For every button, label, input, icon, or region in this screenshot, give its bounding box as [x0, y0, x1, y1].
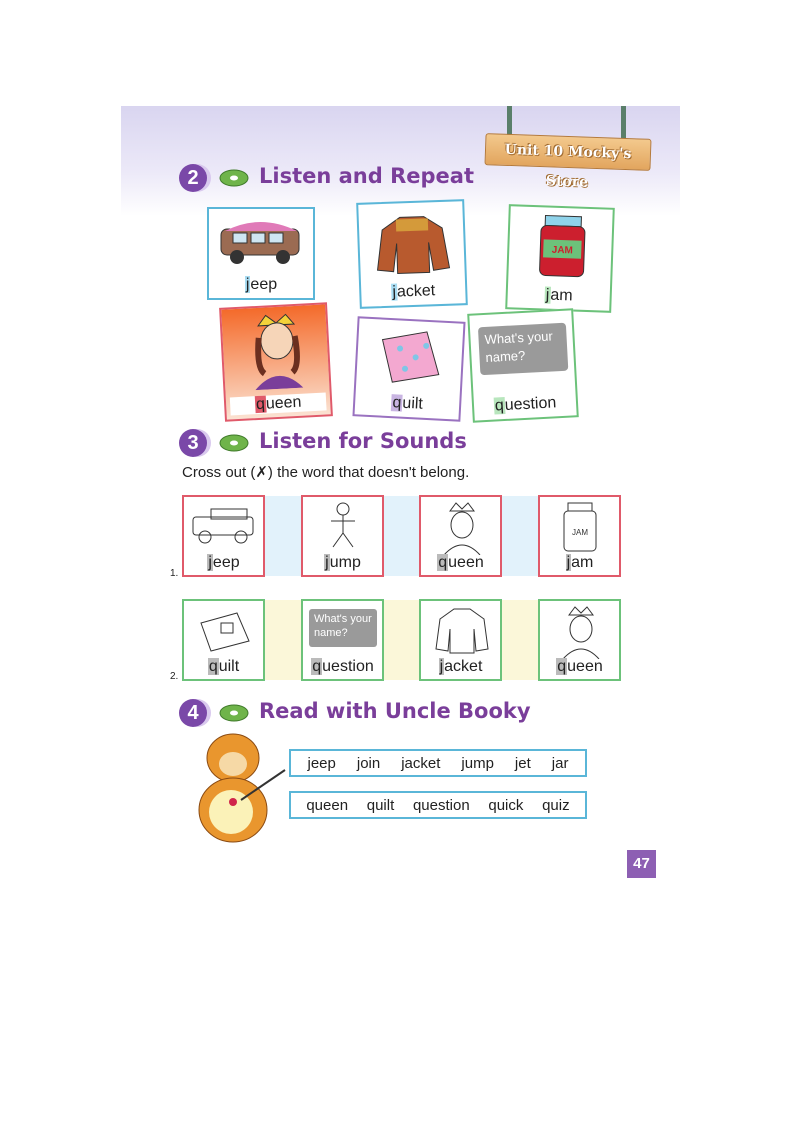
word-question: question — [494, 394, 557, 415]
word-row-j: jeep join jacket jump jet jar — [307, 754, 569, 772]
row2-item-quilt[interactable]: quilt — [182, 599, 265, 681]
row2-item-queen[interactable]: queen — [538, 599, 621, 681]
cd-icon[interactable] — [219, 168, 249, 188]
word-row-q: queen quilt question quick quiz — [306, 796, 570, 814]
uncle-booky-monkey — [181, 730, 287, 846]
word-jeep: jeep — [245, 276, 278, 293]
jump-outline — [323, 501, 363, 553]
row2-item-question[interactable]: What's your name? question — [301, 599, 384, 681]
word-box-q — [289, 791, 587, 819]
sign-board — [484, 133, 651, 191]
section2-label: Listen and Repeat — [259, 164, 474, 188]
cd-icon[interactable] — [219, 703, 249, 723]
row1-item-jam[interactable]: JAM jam — [538, 495, 621, 577]
section3-label: Listen for Sounds — [259, 429, 467, 453]
jam-outline-label: JAM — [572, 528, 588, 537]
page-number: 47 — [627, 850, 656, 878]
row2-number: 2. — [170, 671, 179, 682]
word-jam: jam — [545, 286, 573, 305]
queen-image — [235, 309, 319, 391]
word-queen: queen — [230, 392, 327, 415]
row2-item-jacket[interactable]: jacket — [419, 599, 502, 681]
section2-number: 2 — [179, 164, 207, 192]
card-queen[interactable] — [219, 302, 333, 421]
queen-outline-2 — [553, 605, 609, 659]
word-quilt: quilt — [392, 394, 424, 413]
jeep-image — [215, 217, 307, 267]
card-jam[interactable] — [505, 204, 615, 313]
unit-title: Unit 10 Mocky's Store — [504, 141, 632, 191]
section3-number: 3 — [179, 429, 207, 457]
unit-sign — [485, 106, 651, 191]
jam-label: JAM — [551, 244, 574, 257]
row1-item-jump[interactable]: jump — [301, 495, 384, 577]
section4-number: 4 — [179, 699, 207, 727]
card-jeep[interactable] — [207, 207, 315, 300]
cd-icon[interactable] — [219, 433, 249, 453]
row1-item-queen[interactable]: queen — [419, 495, 502, 577]
queen-outline — [434, 501, 490, 555]
textbook-page — [121, 106, 680, 886]
jam-outline — [560, 501, 600, 555]
section3-instruction: Cross out (✗) the word that doesn't belong. — [182, 464, 470, 481]
card-quilt[interactable] — [352, 316, 465, 422]
quilt-image — [374, 325, 447, 389]
quilt-outline — [197, 609, 253, 653]
speech-box: What's your name? — [478, 323, 568, 376]
jeep-outline — [189, 507, 259, 547]
word-jacket: jacket — [392, 282, 436, 301]
jam-jar-image — [533, 213, 591, 281]
jacket-outline — [432, 605, 492, 655]
row1-item-jeep[interactable]: jeep — [182, 495, 265, 577]
jacket-image — [371, 208, 453, 277]
section4-label: Read with Uncle Booky — [259, 699, 531, 723]
row1-number: 1. — [170, 568, 179, 579]
sign-rope-right — [621, 106, 626, 138]
card-jacket[interactable] — [356, 199, 468, 309]
card-question[interactable] — [467, 308, 579, 422]
word-box-j — [289, 749, 587, 777]
speech-box-small: What's your name? — [309, 609, 377, 647]
